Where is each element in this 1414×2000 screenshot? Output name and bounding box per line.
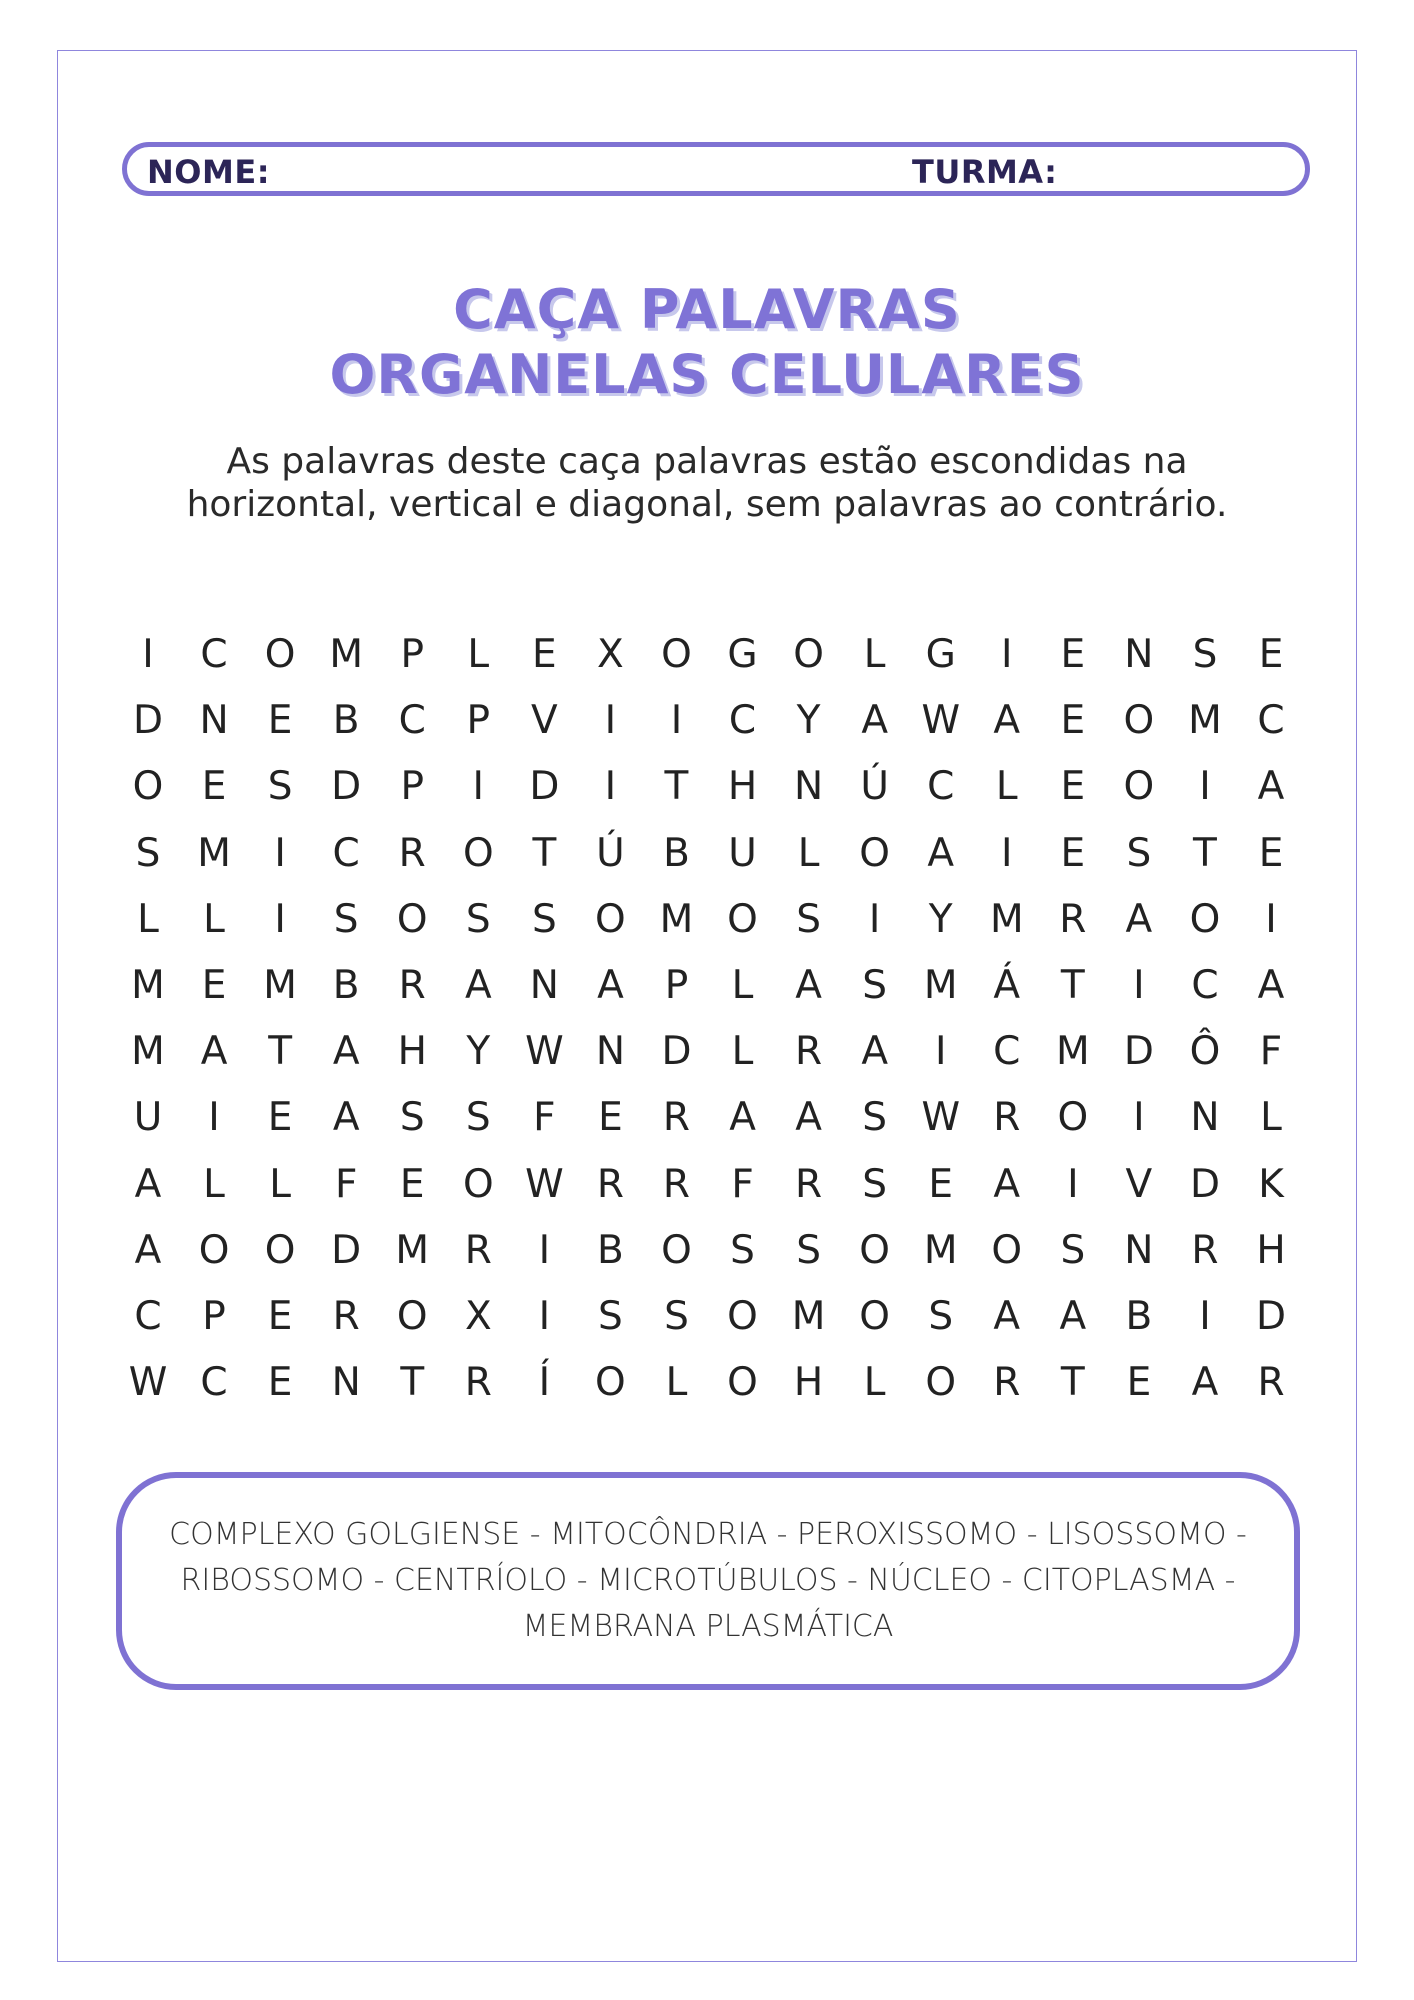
- grid-letter[interactable]: L: [203, 1161, 225, 1207]
- grid-letter[interactable]: I: [1199, 764, 1211, 810]
- grid-letter[interactable]: F: [334, 1161, 358, 1207]
- grid-letter[interactable]: U: [133, 1095, 163, 1141]
- grid-letter[interactable]: I: [868, 896, 881, 942]
- grid-letter[interactable]: S: [333, 896, 359, 942]
- grid-letter[interactable]: I: [538, 1294, 551, 1339]
- grid-letter[interactable]: A: [1059, 1294, 1087, 1339]
- grid-letter[interactable]: T: [664, 764, 689, 810]
- grid-letter[interactable]: E: [267, 1360, 293, 1406]
- grid-letter[interactable]: R: [1059, 896, 1087, 942]
- grid-letter[interactable]: D: [331, 764, 362, 810]
- grid-letter[interactable]: F: [533, 1095, 556, 1141]
- grid-letter[interactable]: C: [200, 632, 228, 677]
- grid-letter[interactable]: Á: [993, 963, 1021, 1008]
- grid-letter[interactable]: B: [597, 1227, 624, 1273]
- instructions-text: As palavras deste caça palavras estão escondidas na horizontal, vertical e diagonal, sem palavras ao contrário.: [186, 441, 1228, 525]
- grid-letter[interactable]: D: [1123, 1029, 1154, 1075]
- grid-letter[interactable]: A: [1125, 896, 1153, 942]
- grid-letter[interactable]: S: [1192, 632, 1218, 677]
- grid-letter[interactable]: L: [863, 1360, 886, 1406]
- grid-letter[interactable]: W: [921, 698, 960, 744]
- grid-letter[interactable]: A: [1257, 963, 1285, 1008]
- grid-letter[interactable]: A: [1257, 764, 1285, 810]
- grid-letter[interactable]: I: [604, 698, 617, 744]
- grid-letter[interactable]: C: [927, 764, 955, 810]
- grid-letter[interactable]: E: [1060, 698, 1086, 744]
- grid-letter[interactable]: R: [795, 1029, 823, 1075]
- grid-letter[interactable]: B: [1125, 1294, 1153, 1339]
- word-list-line: COMPLEXO GOLGIENSE - MITOCÔNDRIA - PEROXISSOMO - LISOSSOMO -: [169, 1517, 1247, 1552]
- grid-letter[interactable]: N: [199, 698, 229, 744]
- grid-letter[interactable]: W: [128, 1360, 168, 1406]
- grid-letter[interactable]: S: [928, 1294, 954, 1339]
- grid-letter[interactable]: O: [396, 1294, 428, 1339]
- grid-letter[interactable]: L: [863, 632, 886, 677]
- grid-letter[interactable]: Y: [796, 698, 821, 744]
- grid-letter[interactable]: L: [1260, 1095, 1282, 1141]
- grid-letter[interactable]: E: [267, 1095, 293, 1141]
- grid-letter[interactable]: E: [201, 963, 227, 1008]
- grid-letter[interactable]: N: [1124, 1227, 1154, 1273]
- grid-letter[interactable]: R: [993, 1095, 1021, 1141]
- grid-letter[interactable]: O: [727, 896, 758, 942]
- grid-letter[interactable]: M: [131, 963, 165, 1008]
- grid-letter[interactable]: I: [934, 1029, 947, 1075]
- grid-letter[interactable]: O: [661, 632, 692, 677]
- grid-letter[interactable]: T: [1060, 1360, 1085, 1406]
- grid-letter[interactable]: S: [862, 1095, 888, 1141]
- grid-letter[interactable]: I: [1001, 830, 1013, 876]
- grid-letter[interactable]: S: [796, 896, 821, 942]
- grid-letter[interactable]: C: [398, 698, 426, 744]
- grid-letter[interactable]: I: [208, 1095, 220, 1141]
- grid-letter[interactable]: B: [332, 963, 360, 1008]
- grid-letter[interactable]: R: [662, 1161, 691, 1207]
- grid-letter[interactable]: C: [1257, 698, 1285, 744]
- grid-letter[interactable]: I: [1265, 896, 1277, 942]
- grid-letter[interactable]: O: [396, 896, 428, 942]
- grid-letter[interactable]: G: [727, 632, 758, 677]
- grid-letter[interactable]: O: [859, 1227, 890, 1273]
- grid-letter[interactable]: R: [398, 830, 426, 876]
- grid-letter[interactable]: I: [142, 632, 154, 677]
- grid-letter[interactable]: H: [727, 764, 758, 810]
- grid-letter[interactable]: E: [267, 1294, 293, 1339]
- grid-letter[interactable]: A: [927, 830, 955, 876]
- grid-letter[interactable]: A: [1191, 1360, 1219, 1406]
- grid-letter[interactable]: E: [201, 764, 227, 810]
- grid-letter[interactable]: A: [464, 963, 492, 1008]
- grid-letter[interactable]: O: [462, 830, 494, 876]
- class-label: TURMA:: [912, 153, 1058, 191]
- grid-letter[interactable]: T: [1060, 963, 1085, 1008]
- grid-letter[interactable]: O: [727, 1360, 758, 1406]
- grid-letter[interactable]: Ô: [1189, 1029, 1221, 1075]
- grid-letter[interactable]: L: [203, 896, 225, 942]
- grid-letter[interactable]: O: [264, 632, 296, 677]
- grid-letter[interactable]: S: [465, 1095, 491, 1141]
- grid-letter[interactable]: H: [793, 1360, 824, 1406]
- grid-letter[interactable]: O: [793, 632, 824, 677]
- grid-letter[interactable]: E: [399, 1161, 425, 1207]
- grid-letter[interactable]: M: [197, 830, 231, 876]
- grid-letter[interactable]: S: [862, 963, 888, 1008]
- grid-letter[interactable]: G: [925, 632, 956, 677]
- grid-letter[interactable]: C: [993, 1029, 1021, 1075]
- grid-letter[interactable]: L: [269, 1161, 291, 1207]
- word-list-line: RIBOSSOMO - CENTRÍOLO - MICROTÚBULOS - NÚCLEO - CITOPLASMA -: [180, 1563, 1236, 1598]
- grid-letter[interactable]: S: [730, 1227, 755, 1273]
- grid-letter[interactable]: R: [464, 1360, 492, 1406]
- grid-letter[interactable]: C: [1191, 963, 1219, 1008]
- grid-letter[interactable]: P: [400, 632, 424, 677]
- grid-letter[interactable]: D: [1256, 1294, 1287, 1339]
- grid-letter[interactable]: P: [400, 764, 424, 810]
- grid-letter[interactable]: A: [861, 1029, 888, 1075]
- grid-letter[interactable]: T: [532, 830, 557, 876]
- grid-letter[interactable]: D: [331, 1227, 362, 1273]
- grid-letter[interactable]: A: [993, 1161, 1021, 1207]
- word-list-line: MEMBRANA PLASMÁTICA: [522, 1609, 894, 1644]
- grid-letter[interactable]: V: [1125, 1161, 1153, 1207]
- grid-letter[interactable]: L: [797, 830, 820, 876]
- grid-letter[interactable]: A: [795, 1095, 822, 1141]
- grid-letter[interactable]: X: [464, 1294, 492, 1339]
- grid-letter[interactable]: T: [1193, 830, 1217, 876]
- word-list-box: [116, 1472, 1300, 1690]
- grid-letter[interactable]: D: [132, 698, 164, 744]
- grid-letter[interactable]: O: [264, 1227, 296, 1273]
- grid-letter[interactable]: V: [531, 698, 558, 744]
- grid-letter[interactable]: A: [993, 1294, 1021, 1339]
- grid-letter[interactable]: C: [134, 1294, 162, 1339]
- grid-letter[interactable]: R: [332, 1294, 360, 1339]
- grid-letter[interactable]: L: [995, 764, 1018, 810]
- grid-letter[interactable]: O: [1123, 698, 1155, 744]
- grid-letter[interactable]: R: [1191, 1227, 1219, 1273]
- grid-letter[interactable]: O: [1057, 1095, 1089, 1141]
- grid-letter[interactable]: X: [597, 632, 624, 677]
- grid-letter[interactable]: T: [400, 1360, 425, 1406]
- grid-letter[interactable]: A: [795, 963, 822, 1008]
- grid-letter[interactable]: E: [928, 1161, 954, 1207]
- grid-letter[interactable]: S: [664, 1294, 689, 1339]
- grid-letter[interactable]: W: [525, 1161, 564, 1207]
- grid-letter[interactable]: I: [1133, 963, 1145, 1008]
- grid-letter[interactable]: N: [1124, 632, 1154, 677]
- grid-letter[interactable]: Ú: [860, 764, 889, 810]
- grid-letter[interactable]: R: [1257, 1360, 1285, 1406]
- grid-letter[interactable]: S: [465, 896, 491, 942]
- grid-letter[interactable]: A: [332, 1029, 360, 1075]
- grid-letter[interactable]: I: [1133, 1095, 1145, 1141]
- grid-letter[interactable]: W: [921, 1095, 960, 1141]
- grid-letter[interactable]: A: [993, 698, 1021, 744]
- grid-letter[interactable]: E: [1060, 830, 1086, 876]
- grid-letter[interactable]: A: [200, 1029, 228, 1075]
- grid-letter[interactable]: M: [263, 963, 297, 1008]
- grid-letter[interactable]: I: [604, 764, 617, 810]
- grid-letter[interactable]: M: [1188, 698, 1222, 744]
- grid-letter[interactable]: I: [538, 1227, 551, 1273]
- grid-letter[interactable]: W: [525, 1029, 564, 1075]
- grid-letter[interactable]: A: [332, 1095, 360, 1141]
- grid-letter[interactable]: I: [670, 698, 683, 744]
- grid-letter[interactable]: D: [1189, 1161, 1220, 1207]
- grid-letter[interactable]: D: [529, 764, 560, 810]
- grid-letter[interactable]: I: [1067, 1161, 1079, 1207]
- grid-letter[interactable]: L: [137, 896, 159, 942]
- grid-letter[interactable]: R: [795, 1161, 823, 1207]
- grid-letter[interactable]: O: [1189, 896, 1221, 942]
- grid-letter[interactable]: R: [993, 1360, 1021, 1406]
- grid-letter[interactable]: O: [1123, 764, 1155, 810]
- grid-letter[interactable]: R: [398, 963, 426, 1008]
- grid-letter[interactable]: C: [728, 698, 757, 744]
- grid-letter[interactable]: C: [332, 830, 360, 876]
- grid-letter[interactable]: M: [659, 896, 694, 942]
- grid-letter[interactable]: E: [267, 698, 293, 744]
- grid-letter[interactable]: N: [595, 1029, 625, 1075]
- grid-letter[interactable]: S: [531, 896, 557, 942]
- grid-letter[interactable]: E: [1060, 764, 1086, 810]
- grid-letter[interactable]: S: [1060, 1227, 1086, 1273]
- grid-letter[interactable]: A: [597, 963, 624, 1008]
- grid-letter[interactable]: E: [1060, 632, 1086, 677]
- grid-letter[interactable]: P: [664, 963, 689, 1008]
- grid-letter[interactable]: M: [1056, 1029, 1090, 1075]
- grid-letter[interactable]: B: [663, 830, 690, 876]
- grid-letter[interactable]: M: [923, 1227, 958, 1273]
- grid-letter[interactable]: O: [991, 1227, 1023, 1273]
- grid-letter[interactable]: N: [331, 1360, 361, 1406]
- grid-letter[interactable]: M: [329, 632, 363, 677]
- grid-letter[interactable]: F: [1259, 1029, 1283, 1075]
- grid-letter[interactable]: S: [267, 764, 293, 810]
- grid-letter[interactable]: S: [598, 1294, 623, 1339]
- grid-letter[interactable]: Í: [538, 1360, 551, 1406]
- grid-letter[interactable]: M: [923, 963, 958, 1008]
- grid-letter[interactable]: O: [859, 830, 890, 876]
- grid-letter[interactable]: H: [397, 1029, 427, 1075]
- grid-letter[interactable]: L: [467, 632, 490, 677]
- grid-letter[interactable]: O: [595, 896, 626, 942]
- grid-letter[interactable]: N: [1190, 1095, 1220, 1141]
- grid-letter[interactable]: I: [472, 764, 485, 810]
- page-title-line-1: CAÇA PALAVRAS: [453, 278, 961, 341]
- grid-letter[interactable]: E: [1258, 632, 1284, 677]
- grid-letter[interactable]: O: [132, 764, 164, 810]
- grid-letter[interactable]: S: [796, 1227, 821, 1273]
- page-title-line-2: ORGANELAS CELULARES: [329, 343, 1085, 406]
- grid-letter[interactable]: E: [532, 632, 557, 677]
- grid-letter[interactable]: M: [131, 1029, 165, 1075]
- grid-letter[interactable]: M: [395, 1227, 430, 1273]
- grid-letter[interactable]: M: [791, 1294, 826, 1339]
- grid-letter[interactable]: T: [268, 1029, 293, 1075]
- grid-letter[interactable]: O: [595, 1360, 626, 1406]
- grid-letter[interactable]: H: [1256, 1227, 1286, 1273]
- grid-letter[interactable]: R: [464, 1227, 492, 1273]
- grid-letter[interactable]: S: [862, 1161, 888, 1207]
- grid-letter[interactable]: M: [989, 896, 1024, 942]
- grid-letter[interactable]: R: [596, 1161, 624, 1207]
- grid-letter[interactable]: O: [925, 1360, 957, 1406]
- grid-letter[interactable]: Y: [466, 1029, 491, 1075]
- grid-letter[interactable]: S: [399, 1095, 425, 1141]
- grid-letter[interactable]: A: [729, 1095, 756, 1141]
- grid-letter[interactable]: Ú: [596, 830, 625, 876]
- grid-letter[interactable]: C: [200, 1360, 228, 1406]
- grid-letter[interactable]: L: [731, 1029, 754, 1075]
- grid-letter[interactable]: L: [731, 963, 754, 1008]
- grid-letter[interactable]: E: [1258, 830, 1284, 876]
- grid-letter[interactable]: R: [662, 1095, 691, 1141]
- grid-letter[interactable]: N: [794, 764, 824, 810]
- grid-letter[interactable]: I: [274, 830, 286, 876]
- grid-letter[interactable]: O: [859, 1294, 890, 1339]
- name-class-field[interactable]: [122, 142, 1310, 196]
- grid-letter[interactable]: P: [202, 1294, 226, 1339]
- grid-letter[interactable]: I: [274, 896, 286, 942]
- grid-letter[interactable]: O: [462, 1161, 494, 1207]
- grid-letter[interactable]: K: [1258, 1161, 1284, 1207]
- grid-letter[interactable]: I: [1001, 632, 1013, 677]
- grid-letter[interactable]: O: [661, 1227, 692, 1273]
- grid-letter[interactable]: P: [466, 698, 491, 744]
- grid-letter[interactable]: I: [1199, 1294, 1211, 1339]
- grid-letter[interactable]: A: [134, 1161, 162, 1207]
- grid-letter[interactable]: S: [135, 830, 161, 876]
- grid-letter[interactable]: Y: [928, 896, 953, 942]
- grid-letter[interactable]: E: [598, 1095, 623, 1141]
- grid-letter[interactable]: F: [731, 1161, 754, 1207]
- grid-letter[interactable]: B: [332, 698, 360, 744]
- word-list: [152, 1512, 1264, 1650]
- grid-letter[interactable]: U: [728, 830, 757, 876]
- name-label: NOME:: [147, 153, 270, 191]
- grid-letter[interactable]: O: [727, 1294, 758, 1339]
- grid-letter[interactable]: A: [134, 1227, 162, 1273]
- grid-letter[interactable]: A: [861, 698, 888, 744]
- grid-letter[interactable]: O: [198, 1227, 230, 1273]
- grid-letter[interactable]: S: [1126, 830, 1152, 876]
- grid-letter[interactable]: E: [1126, 1360, 1152, 1406]
- grid-letter[interactable]: D: [661, 1029, 692, 1075]
- grid-letter[interactable]: L: [665, 1360, 688, 1406]
- grid-letter[interactable]: N: [529, 963, 559, 1008]
